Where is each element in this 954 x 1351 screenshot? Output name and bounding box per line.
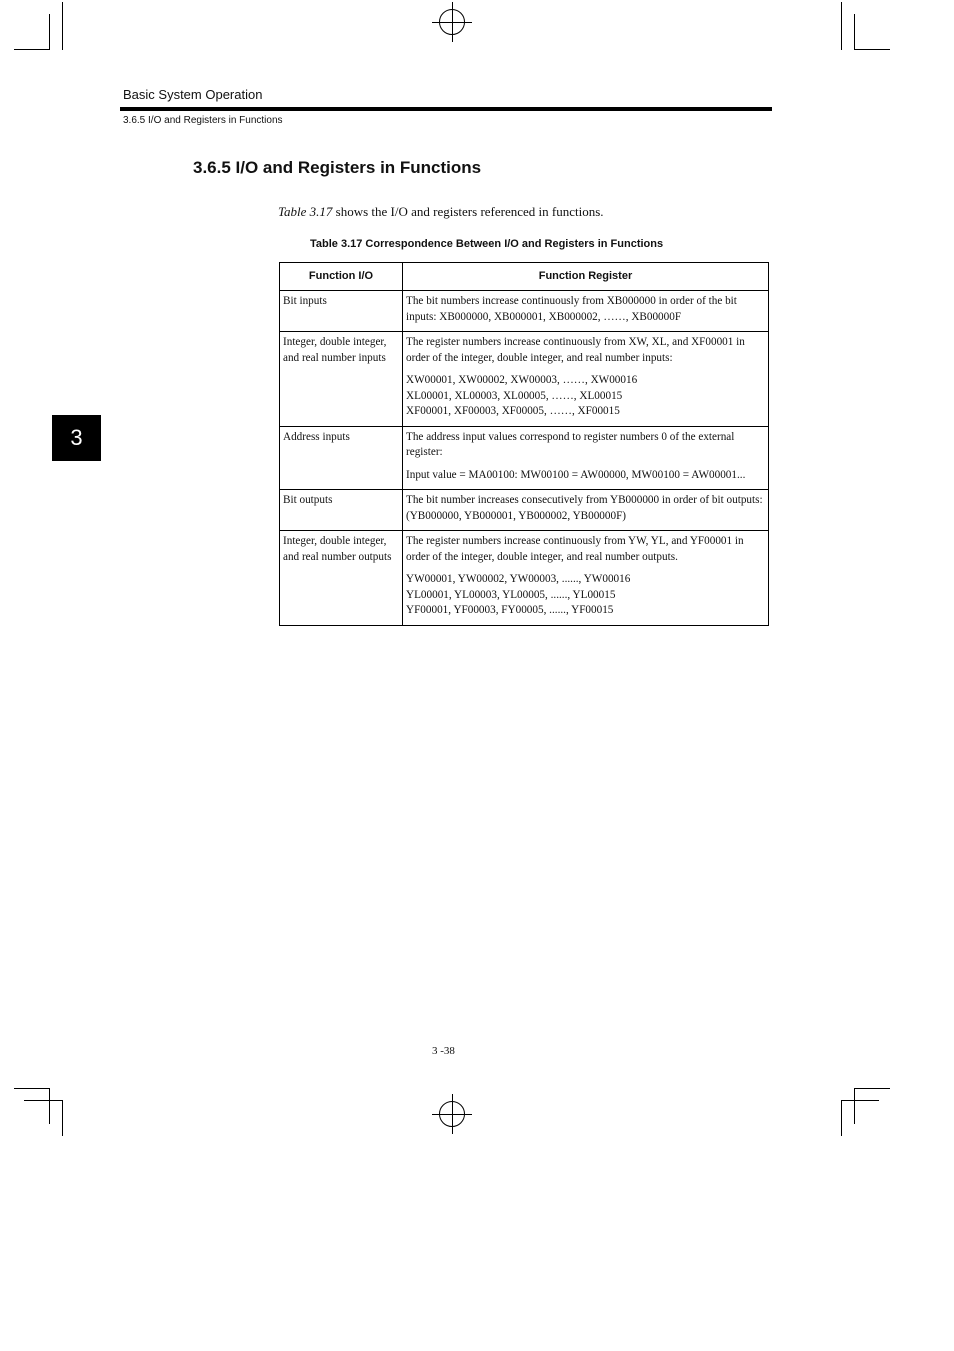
register-line: YL00001, YL00003, YL00005, ......, YL00015 <box>406 588 616 601</box>
register-line: Input value = MA00100: MW00100 = AW00000, MW00100 = AW00001... <box>406 468 746 481</box>
register-paragraph <box>406 294 765 325</box>
register-line: The bit number increases consecutively from YB000000 in order of bit outputs: (YB000000, YB000001, YB000002, YB00000F) <box>406 494 763 522</box>
section-title: 3.6.5 I/O and Registers in Functions <box>193 158 482 177</box>
cell-function-register <box>403 531 769 626</box>
table-body <box>280 291 769 626</box>
intro-paragraph <box>278 204 604 220</box>
register-paragraph <box>406 430 765 461</box>
cell-function-io: Integer, double integer, and real number inputs <box>280 332 403 427</box>
register-paragraph <box>406 572 765 619</box>
cell-function-io: Address inputs <box>280 426 403 490</box>
cell-function-register <box>403 426 769 490</box>
register-line: XL00001, XL00003, XL00005, ……, XL00015 <box>406 389 623 402</box>
register-line: The register numbers increase continuously from XW, XL, and XF00001 in order of the integer, double integer, and real number inputs: <box>406 336 745 364</box>
running-header-title: Basic System Operation <box>123 87 263 102</box>
table-caption: Table 3.17 Correspondence Between I/O and Registers in Functions <box>310 238 664 250</box>
register-line: XW00001, XW00002, XW00003, ……, XW00016 <box>406 374 638 386</box>
table-reference: Table 3.17 <box>278 204 333 219</box>
cell-function-register <box>403 291 769 332</box>
cell-function-register <box>403 490 769 531</box>
header-rule <box>120 107 772 111</box>
register-paragraph <box>406 534 765 565</box>
header-function-io: Function I/O <box>280 263 403 291</box>
intro-text: shows the I/O and registers referenced in functions. <box>332 204 604 219</box>
table-row <box>280 291 769 332</box>
correspondence-table <box>279 262 769 626</box>
register-line: YW00001, YW00002, YW00003, ......, YW00016 <box>406 573 631 585</box>
register-line: The address input values correspond to register numbers 0 of the external register: <box>406 430 735 458</box>
table-row <box>280 426 769 490</box>
table-row <box>280 490 769 531</box>
register-paragraph <box>406 493 765 524</box>
table-row <box>280 531 769 626</box>
cell-function-io: Bit inputs <box>280 291 403 332</box>
register-paragraph <box>406 335 765 366</box>
cell-function-io: Bit outputs <box>280 490 403 531</box>
header-function-register: Function Register <box>403 263 769 291</box>
cell-function-io: Integer, double integer, and real number outputs <box>280 531 403 626</box>
register-line: YF00001, YF00003, FY00005, ......, YF00015 <box>406 604 614 616</box>
table-header-row <box>280 263 769 291</box>
running-header-subtitle: 3.6.5 I/O and Registers in Functions <box>123 115 283 126</box>
register-line: The bit numbers increase continuously from XB000000 in order of the bit inputs: XB000000, XB000001, XB000002, ……, XB00000F <box>406 295 737 323</box>
register-paragraph <box>406 373 765 420</box>
cell-function-register <box>403 332 769 427</box>
table-row <box>280 332 769 427</box>
page-number: 3 -38 <box>432 1045 455 1057</box>
chapter-tab: 3 <box>52 415 101 461</box>
register-line: The register numbers increase continuously from YW, YL, and YF00001 in order of the integer, double integer, and real number outputs. <box>406 535 744 563</box>
register-line: XF00001, XF00003, XF00005, ……, XF00015 <box>406 405 620 417</box>
register-paragraph <box>406 468 765 484</box>
